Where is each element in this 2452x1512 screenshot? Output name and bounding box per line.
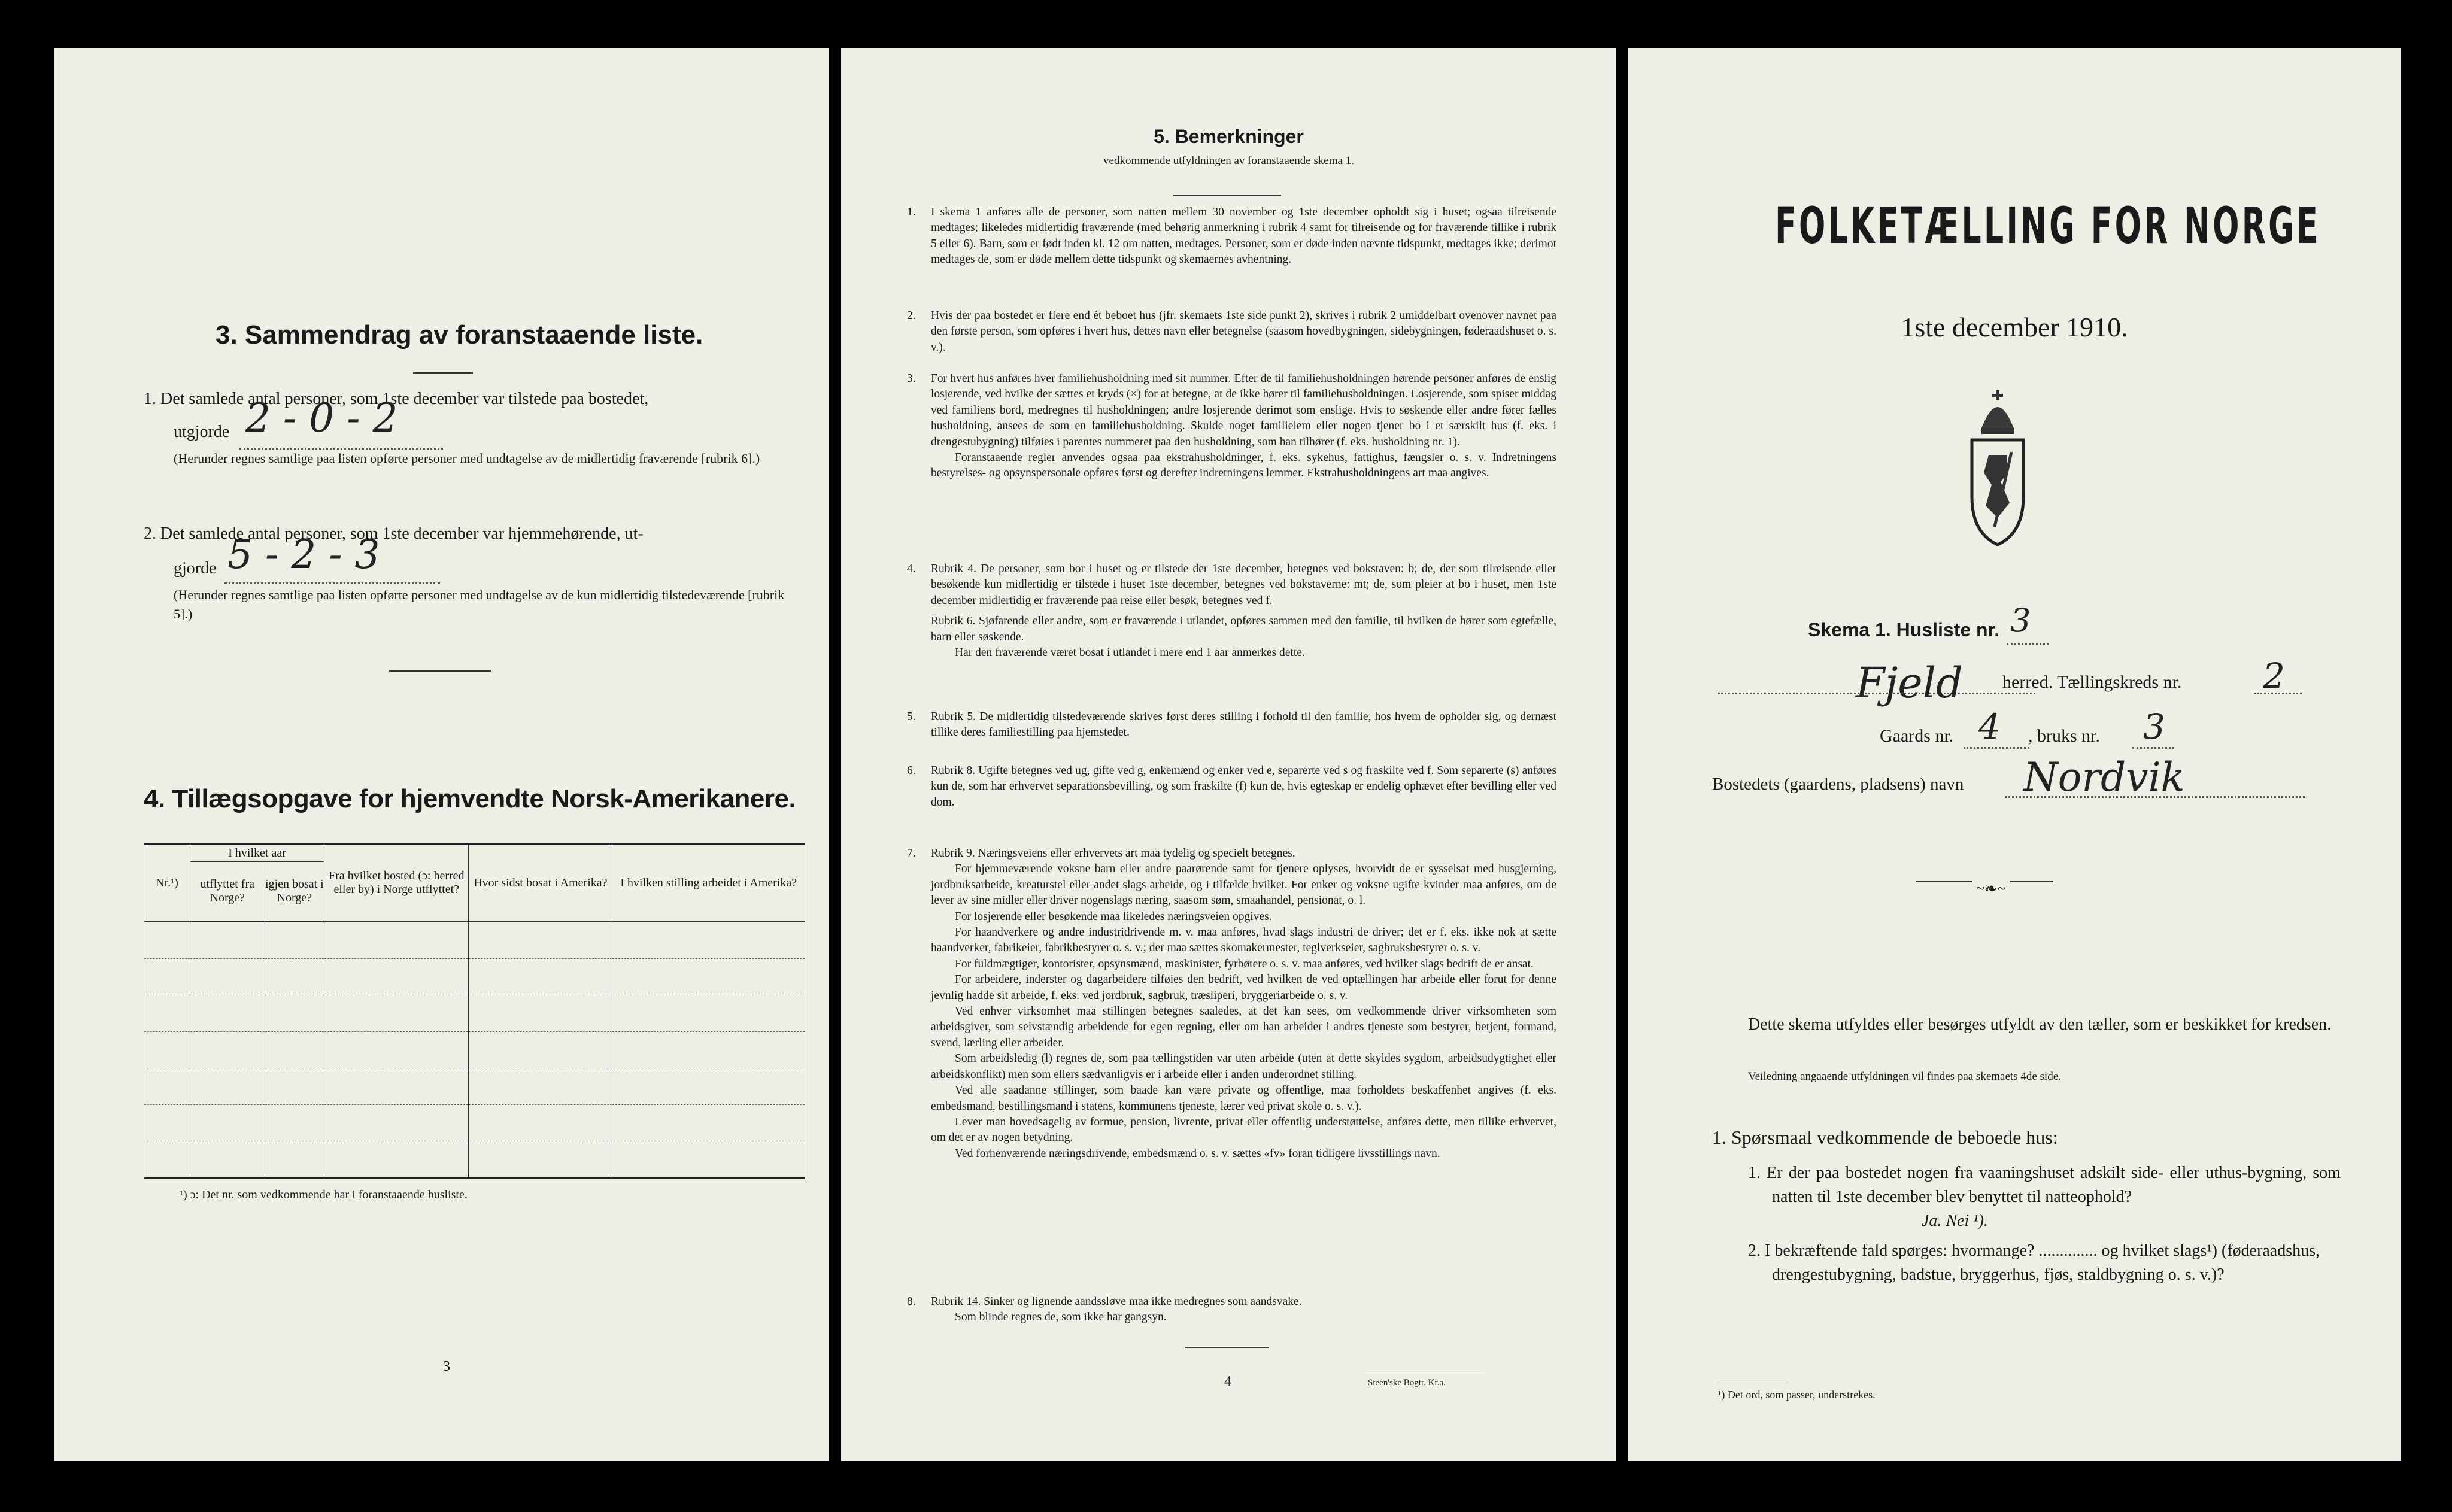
ornament-icon: ~❧~	[1972, 880, 2010, 898]
table-row	[144, 1068, 805, 1105]
question-2: 2. I bekræftende fald spørges: hvormange? .............. og hvilket slags¹) (føderaadshus, drengestubygning, badstue, bryggerhus, fjøs, staldbygning o. s. v.)?	[1748, 1241, 2320, 1284]
dotted-line	[2132, 747, 2174, 749]
remark-5: 5. Rubrik 5. De midlertidig tilstedeværende skrives først deres stilling i forhold til den familie, hos hvem de opholder sig, og dernæst tillike deres familiestilling paa hjemstedet.	[907, 711, 1556, 739]
skema-label: Skema 1. Husliste nr.	[1808, 619, 2000, 640]
husliste-number: 3	[2010, 602, 2031, 639]
page-number: 4	[1224, 1374, 1231, 1389]
col-fra-bosted: Fra hvilket bosted (ɔ: herred eller by) i Norge utflyttet?	[324, 844, 469, 922]
dotted-line	[1964, 747, 2029, 749]
item2-value: 5 - 2 - 3	[227, 532, 380, 578]
question-1-answer: Ja. Nei ¹).	[1922, 1212, 1989, 1230]
bosted-value: Nordvik	[2023, 754, 2185, 800]
coat-of-arms-icon	[1965, 383, 2031, 551]
page-right	[1628, 48, 2401, 1461]
table-row	[144, 1105, 805, 1141]
remarks-subheading: vedkommende utfyldningen av foranstaaende skema 1.	[1103, 154, 1354, 167]
page-title: FOLKETÆLLING FOR NORGE	[1775, 196, 2321, 255]
item1-text: 1. Det samlede antal personer, som 1ste december var tilstede paa bostedet,	[144, 390, 649, 408]
gaards-number: 4	[1978, 706, 2001, 747]
herred-label: herred. Tællingskreds nr.	[2002, 672, 2182, 692]
census-date: 1ste december 1910.	[1901, 312, 2128, 342]
divider	[413, 372, 473, 374]
remarks-heading: 5. Bemerkninger	[1154, 126, 1304, 147]
col-stilling: I hvilken stilling arbeidet i Amerika?	[612, 844, 805, 922]
bruks-number: 3	[2143, 706, 2165, 747]
table-row	[144, 1141, 805, 1179]
dotted-line	[2254, 693, 2302, 694]
remark-1: 1. I skema 1 anføres alle de personer, som natten mellem 30 november og 1ste december opholdt sig i huset; ogsaa tilreisende medtages; likeledes midlertidig fraværende (med behørig anmerkning i rubrik 4 samt for tilreisende og for fraværende tillike i rubrik 5 eller 6). Barn, som er født inden kl. 12 om natten, medtages. Personer, som er døde inden nævnte tidspunkt, medtages ikke; derimot medtages de, som er døde mellem dette tidspunkt og skemaernes avhentning.	[907, 206, 1556, 266]
col-utflyttet: utflyttet fra Norge?	[190, 862, 265, 922]
dotted-line	[2005, 796, 2305, 798]
question-heading: 1. Spørsmaal vedkommende de beboede hus:	[1712, 1127, 2058, 1148]
item2-text: 2. Det samlede antal personer, som 1ste december var hjemmehørende, ut-	[144, 524, 644, 543]
intro-note: Veiledning angaaende utfyldningen vil findes paa skemaets 4de side.	[1748, 1070, 2061, 1083]
table-row	[144, 1032, 805, 1068]
title-wrap	[1628, 196, 2401, 255]
bosted-label: Bostedets (gaardens, pladsens) navn	[1712, 775, 1964, 794]
col-sidst-bosat: Hvor sidst bosat i Amerika?	[469, 844, 612, 922]
table-row	[144, 995, 805, 1032]
dotted-line	[2007, 643, 2049, 645]
table-footnote: ¹) ɔ: Det nr. som vedkommende har i foranstaaende husliste.	[180, 1188, 468, 1201]
bruks-label: , bruks nr.	[2028, 726, 2100, 746]
remark-8: 8. Rubrik 14. Sinker og lignende aandssløve maa ikke medregnes som aandsvake. Som blinde regnes de, som ikke har gangsyn.	[907, 1295, 1302, 1324]
norsk-amerikanere-table	[144, 843, 805, 1179]
item1-value: 2 - 0 - 2	[245, 395, 398, 441]
herred-value: Fjeld	[1856, 658, 1963, 708]
col-nr: Nr.¹)	[144, 844, 190, 922]
divider	[1173, 195, 1281, 196]
remark-6: 6. Rubrik 8. Ugifte betegnes ved ug, gifte ved g, enkemænd og enker ved e, separerte ved s og fraskilte ved f. Som separerte (s) anføres kun de, som har erhvervet separationsbevilling, og som fraskilte (f) kun de, hvis egteskap er endelig ophævet efter bevilling eller ved dom.	[907, 764, 1556, 809]
printer-credit: Steen'ske Bogtr. Kr.a.	[1368, 1378, 1446, 1387]
kreds-number: 2	[2263, 655, 2285, 696]
item2-dotted-line	[224, 582, 440, 584]
item2-label: gjorde	[174, 559, 217, 578]
page-left	[54, 48, 829, 1461]
table-row	[144, 922, 805, 959]
intro-text: Dette skema utfyldes eller besørges utfyldt av den tæller, som er beskikket for kredsen.	[1748, 1015, 2332, 1034]
divider	[389, 670, 491, 672]
remark-3: 3. For hvert hus anføres hver familiehusholdning med sit nummer. Efter de til familiehusholdningen hørende personer anføres de enslig losjerende, ved hvilke der sættes et kryds (×) for at betegne, at de ikke hører til familiehusholdningen. Losjerende, som spiser middag ved familiens bord, medregnes til husholdningen; andre losjerende derimot som enslige. Hvis to søskende eller andre fører fælles husholdning, ansees de som en familiehusholdning. Skulde noget familielem eller nogen tjener bo i et særskilt hus (f. eks. i drengestubygning) tilføies i parentes nummeret paa den husholdning, som han tilhører (f. eks. husholdning nr. 1). Foranstaaende regler anvendes ogsaa paa ekstrahusholdninger, f. eks. sykehus, fattighus, fængsler o. s. v. Indretningens bestyrelses- og opsynspersonale opføres først og derefter indretningens lemmer. Ekstrahusholdningens art maa angives.	[907, 372, 1556, 480]
col-igjen-bosat: igjen bosat i Norge?	[265, 862, 324, 922]
gaards-label: Gaards nr.	[1880, 726, 1954, 746]
page-middle	[841, 48, 1616, 1461]
footnote: ¹) Det ord, som passer, understrekes.	[1718, 1389, 1876, 1401]
remark-4: 4. Rubrik 4. De personer, som bor i huset og er tilstede der 1ste december, betegnes ved bokstaven: b; de, der som tilreisende eller besøkende kun midlertidig er tilstede i huset 1ste december, betegnes ved bokstaverne: mt; de, som pleier at bo i huset, men 1ste december midlertidig er fraværende paa reise eller besøk, betegnes ved f. Rubrik 6. Sjøfarende eller andre, som er fraværende i utlandet, opføres sammen med den familie, til hvilken de hører som egtefælle, barn eller søskende. Har den fraværende været bosat i utlandet i mere end 1 aar anmerkes dette.	[907, 563, 1556, 660]
question-1: 1. Er der paa bostedet nogen fra vaaningshuset adskilt side- eller uthus-bygning, som natten til 1ste december blev benyttet til natteophold?	[1748, 1164, 2341, 1206]
divider	[1185, 1347, 1269, 1348]
page-number: 3	[443, 1359, 450, 1374]
item2-note: (Herunder regnes samtlige paa listen opførte personer med undtagelse av de kun midlertidig tilstedeværende [rubrik 5].)	[174, 587, 785, 621]
item1-note: (Herunder regnes samtlige paa listen opførte personer med undtagelse av de midlertidig fraværende [rubrik 6].)	[174, 451, 760, 466]
remark-2: 2. Hvis der paa bostedet er flere end ét beboet hus (jfr. skemaets 1ste side punkt 2), skrives i rubrik 2 umiddelbart ovenover navnet paa den første person, som opføres i hvert hus, dettes navn eller betegnelse (saasom hovedbygningen, sidebygningen, føderaadshuset o. s. v.).	[907, 309, 1556, 354]
table-row	[144, 959, 805, 995]
section4-heading: 4. Tillægsopgave for hjemvendte Norsk-Amerikanere.	[144, 784, 796, 813]
remark-7: 7. Rubrik 9. Næringsveiens eller erhvervets art maa tydelig og specielt betegnes. For hjemmeværende voksne barn eller andre paarørende samt for tjenere oplyses, hvorvidt de er sysselsat med husgjerning, jordbruksarbeide, kreaturstel eller andet slags arbeide, og i tilfælde hvilket. For enker og voksne ugifte kvinder maa anføres, om de lever av sine midler eller driver nogenslags næring, saasom søm, smaahandel, pensionat, o. l. For losjerende eller besøkende maa likeledes næringsveien opgives. For haandverkere og andre industridrivende m. v. maa anføres, hvad slags industri de driver; det er f. eks. ikke nok at sætte haandverker, fabrikeier, fabrikbestyrer o. s. v.; der maa sættes skomakermester, teglverkseier, sagbruksbestyrer o. s. v. For fuldmægtiger, kontorister, opsynsmænd, maskinister, fyrbøtere o. s. v. maa anføres, ved hvilket slags bedrift de er ansat. For arbeidere, inderster og dagarbeidere tilføies den bedrift, ved hvilken de ved optællingen har arbeide eller forut for denne jevnlig hadde sit arbeide, f. eks. ved jordbruk, sagbruk, træsliperi, bryggeriarbeide o. s. v. Ved enhver virksomhet maa stillingen betegnes saaledes, at det kan sees, om vedkommende driver virksomheten som arbeidsgiver, som selvstændig arbeidende for egen regning, eller om han arbeider i andres tjeneste som bestyrer, betjent, formand, svend, lærling eller arbeider. Som arbeidsledig (l) regnes de, som paa tællingstiden var uten arbeide (uten at dette skyldes sygdom, arbeidsudygtighet eller arbeidskonflikt) men som ellers sædvanligvis er i arbeide eller i anden underordnet stilling. Ved alle saadanne stillinger, som baade kan være private og offentlige, maa forholdets beskaffenhet angives (f. eks. embedsmand, bestillingsmand i statens, kommunens tjeneste, lærer ved privat skole o. s. v.). Lever man hovedsagelig av formue, pension, livrente, privat eller offentlig understøttelse, anføres dette, men tillike erhvervet, om det er av nogen betydning. Ved forhenværende næringsdrivende, embedsmænd o. s. v. sættes «fv» foran tidligere livsstillings navn.	[907, 847, 1556, 1160]
section3-heading: 3. Sammendrag av foranstaaende liste.	[216, 320, 703, 350]
item1-label: utgjorde	[174, 423, 230, 441]
col-group-year: I hvilket aar	[190, 844, 324, 862]
